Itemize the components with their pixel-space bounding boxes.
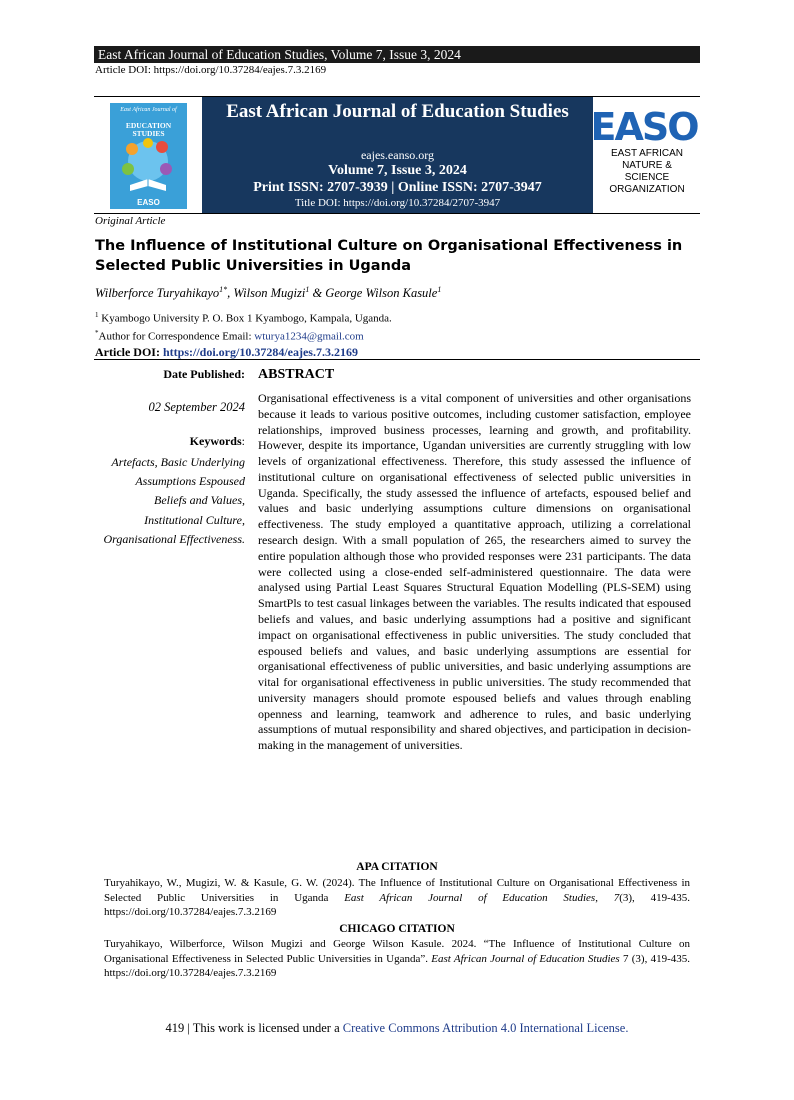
cover-small-title: East African Journal of	[120, 107, 177, 113]
citation-volume: 7	[613, 891, 620, 904]
running-title: East African Journal of Education Studies, Volume 7, Issue 3, 2024	[98, 47, 461, 62]
journal-title-doi[interactable]: Title DOI: https://doi.org/10.37284/2707-3947	[294, 197, 501, 209]
author-list	[95, 285, 695, 301]
citation-journal: East African Journal of Education Studies	[344, 891, 596, 904]
divider	[94, 213, 700, 214]
author-affiliation-mark: 1	[437, 285, 442, 294]
easo-logo-text: EASO	[590, 105, 698, 149]
license-link[interactable]: Creative Commons Attribution 4.0 International License	[342, 1021, 626, 1035]
page-number: 419	[165, 1021, 185, 1035]
keywords-label: Keywords	[189, 434, 242, 448]
journal-title: East African Journal of Education Studies	[226, 101, 569, 122]
header-article-doi: Article DOI: https://doi.org/10.37284/eajes.7.3.2169	[95, 64, 327, 76]
affiliation-mark: 1	[95, 311, 99, 319]
citation-journal: East African Journal of Education Studies	[431, 952, 620, 965]
correspondence-email-link[interactable]: wturya1234@gmail.com	[254, 330, 364, 343]
journal-volume: Volume 7, Issue 3, 2024	[328, 163, 467, 178]
citation-text: Turyahikayo, W., Mugizi, W. & Kasule, G. W. (2024). The Influence of Institutional Culture on Organisational Effectiveness in Selected Public Universities in Uganda	[104, 877, 690, 904]
article-doi-label: Article DOI:	[95, 345, 160, 359]
journal-issn: Print ISSN: 2707-3939 | Online ISSN: 2707-3947	[253, 180, 542, 195]
correspondence-mark: *	[95, 328, 99, 337]
page-footer	[0, 1021, 794, 1036]
affiliation-text: Kyambogo University P. O. Box 1 Kyambogo, Kampala, Uganda.	[101, 312, 392, 325]
citation-text: ,	[595, 891, 614, 904]
keywords: Artefacts, Basic Underlying Assumptions Espoused Beliefs and Values, Institutional Culture, Organisational Effectiveness.	[103, 455, 245, 546]
apa-citation	[104, 876, 690, 920]
journal-cover-image	[110, 103, 187, 209]
cover-illustration-icon	[110, 133, 187, 197]
publisher-name-line: ORGANIZATION	[609, 184, 685, 195]
correspondence-line	[95, 326, 392, 344]
abstract-heading: ABSTRACT	[258, 367, 335, 382]
footer-license-text: This work is licensed under a	[192, 1021, 343, 1035]
journal-website[interactable]: eajes.eanso.org	[360, 148, 435, 162]
affiliations	[95, 308, 392, 343]
journal-banner	[202, 97, 593, 213]
easo-logo-icon	[590, 104, 698, 149]
author-name: Wilson Mugizi	[233, 286, 306, 301]
cover-logo: EASO	[137, 198, 160, 207]
correspondence-label: Author for Correspondence Email:	[98, 330, 255, 343]
keywords-heading	[100, 434, 245, 449]
author-separator: ,	[227, 286, 234, 301]
chicago-citation-heading: CHICAGO CITATION	[339, 923, 455, 935]
author-name: George Wilson Kasule	[325, 286, 438, 301]
article-doi	[95, 345, 358, 360]
footer-separator: |	[184, 1021, 193, 1035]
chicago-citation	[104, 937, 690, 981]
author-affiliation-mark: 1*	[219, 285, 228, 294]
author-separator: &	[309, 286, 326, 301]
publisher-name-line: NATURE &	[622, 160, 672, 171]
article-doi-link[interactable]: https://doi.org/10.37284/eajes.7.3.2169	[162, 345, 358, 359]
publisher-name	[597, 148, 697, 196]
article-meta	[100, 367, 245, 549]
citation-text: Turyahikayo, Wilberforce, Wilson Mugizi and George Wilson Kasule. 2024. “The Influence of Institutional Culture on Organisational Effectiveness in Selected Public Universities in Uganda”.	[104, 938, 690, 965]
abstract-text: Organisational effectiveness is a vital component of universities and other organisations because it leads to various positive outcomes, including customer satisfaction, employee relationships, improved business processes, learning and growth, and profitability. However, despite its importance, Ugandan universities are currently struggling with low levels of organizational effectiveness. Therefore, this study assessed the influence of institutional culture on organisational effectiveness of selected public universities in Uganda. Specifically, the study assessed the influence of artefacts, espoused belief and values and basic underlying assumptions culture dimensions on organisational effectiveness. The study employed a quantitative approach, utilizing a correlational research design. With a small population of 265, the researchers aimed to survey the entire population although those who provided responses were 231 participants. The data were collected using a close-ended self-administered questionnaire. The data were analysed using Partial Least Squares Structural Equation Modelling (PLS-SEM) using SmartPls to test casual linkages between the variables. The results indicated that espoused beliefs and values, and basic underlying assumptions had a positive and significant impact on organisational effectiveness in public universities. The study concluded that espoused beliefs and values, and basic underlying assumptions are essential for organisational effectiveness of public universities, and basic underlying assumptions are vital for organisational effectiveness in public universities. The study recommended that university managers should promote espoused beliefs and values through enabling openness and learning, teamwork and adherence to rules, and basic underlying assumptions of mutual responsibility and shared objectives, and participation in decision-making in the management of universities.	[258, 391, 691, 753]
citation-text: (3), 419-435. https://doi.org/10.37284/eajes.7.3.2169	[104, 891, 691, 918]
date-published-label: Date Published:	[163, 367, 245, 381]
publisher-name-line: SCIENCE	[624, 172, 670, 183]
author-name: Wilberforce Turyahikayo	[95, 286, 220, 301]
author-affiliation-mark: 1	[305, 285, 310, 294]
citation-text: 7 (3), 419-435. https://doi.org/10.37284/eajes.7.3.2169	[104, 952, 690, 979]
article-title: The Influence of Institutional Culture on Organisational Effectiveness in Selected Public Universities in Uganda	[95, 238, 683, 274]
divider	[94, 359, 700, 360]
apa-citation-heading: APA CITATION	[356, 861, 438, 873]
publisher-name-line: EAST AFRICAN	[610, 148, 684, 159]
running-header	[94, 46, 700, 63]
cover-big-title: EDUCATION STUDIES	[125, 121, 172, 138]
date-published: 02 September 2024	[148, 400, 245, 414]
footer-period: .	[625, 1021, 629, 1035]
article-type: Original Article	[95, 215, 166, 227]
keywords-colon: :	[241, 434, 245, 448]
affiliation-line	[95, 308, 392, 326]
